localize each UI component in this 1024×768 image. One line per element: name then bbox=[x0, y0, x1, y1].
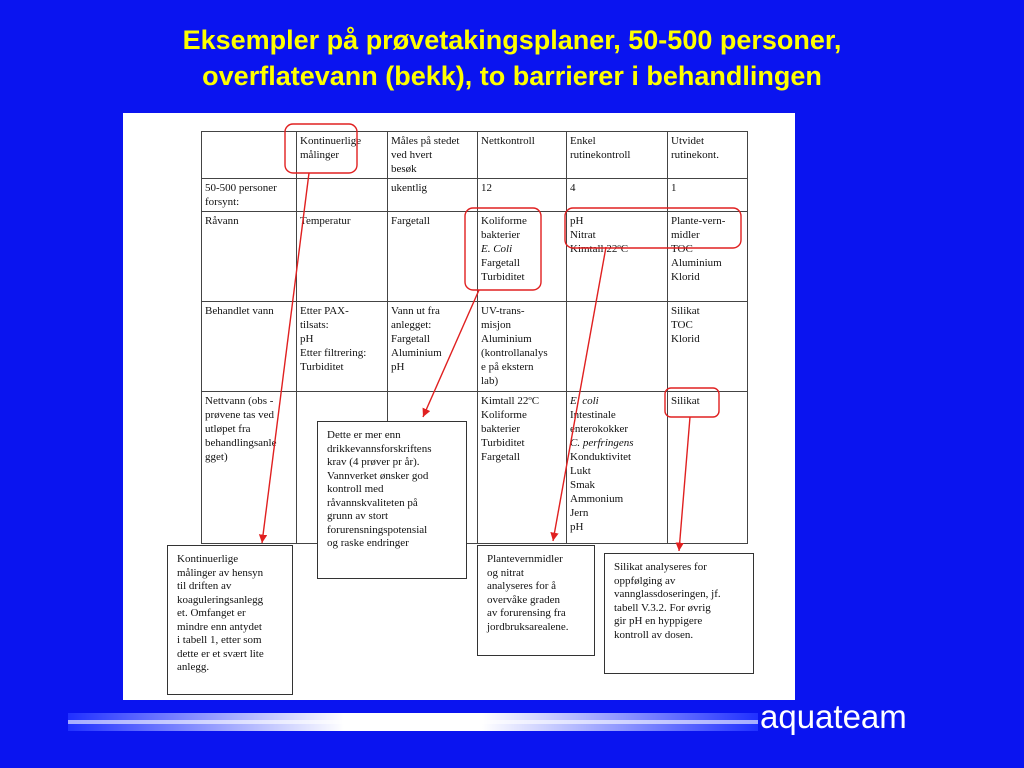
text-line: ved hvert bbox=[391, 149, 433, 161]
table-cell: ukentlig bbox=[388, 179, 478, 212]
text-line: tilsats: bbox=[300, 319, 329, 331]
text-line: og raske endringer bbox=[327, 537, 409, 549]
text-line: e på ekstern bbox=[481, 361, 534, 373]
text-line: Fargetall bbox=[391, 333, 430, 345]
text-line: Koliforme bbox=[481, 409, 527, 421]
arrow-to-note-drikkevann bbox=[423, 290, 479, 417]
text-line: pH bbox=[391, 361, 405, 373]
text-line: Nettvann (obs - bbox=[205, 395, 274, 407]
text-line: Lukt bbox=[570, 465, 591, 477]
text-line: kontroll med bbox=[327, 483, 384, 495]
table-cell: 12 bbox=[478, 179, 567, 212]
text-line: forurensningspotensial bbox=[327, 523, 428, 536]
text-line: Dette er mer enn bbox=[327, 429, 401, 441]
text-line: gget) bbox=[205, 451, 228, 463]
scanned-document-page bbox=[123, 113, 795, 700]
text-line: utløpet fra bbox=[205, 423, 251, 435]
text-line: C. perfringens bbox=[570, 437, 634, 449]
text-line: Etter PAX- bbox=[300, 305, 349, 317]
text-line: enterokokker bbox=[570, 423, 629, 435]
text-line: oppfølging av bbox=[614, 574, 676, 587]
arrow-to-note-kontinuerlige bbox=[262, 173, 309, 543]
text-line: Koliforme bbox=[481, 215, 527, 227]
annotation-overlay bbox=[123, 113, 795, 700]
text-line: E. Coli bbox=[481, 243, 513, 255]
text-line: Turbiditet bbox=[481, 271, 525, 283]
text-line: av forurensing fra bbox=[487, 607, 566, 619]
text-line: Kontinuerlige bbox=[177, 553, 239, 565]
text-line: pH bbox=[570, 521, 584, 533]
text-line: Konduktivitet bbox=[570, 451, 632, 463]
text-line: jordbruksarealene. bbox=[487, 620, 569, 633]
text-line: Aluminium bbox=[481, 333, 532, 345]
slide-title-line-2: overflatevann (bekk), to barrierer i behandlingen bbox=[202, 61, 822, 91]
text-line: Temperatur bbox=[300, 215, 351, 227]
text-line: Vann ut fra bbox=[391, 305, 440, 317]
text-line: Jern bbox=[570, 507, 589, 519]
row-label-raavann: Råvann bbox=[202, 212, 297, 302]
text-line: Klorid bbox=[671, 333, 700, 345]
text-line: Fargetall bbox=[481, 257, 520, 269]
text-line: Måles på stedet bbox=[391, 135, 460, 147]
text-line: koaguleringsanlegg bbox=[177, 593, 264, 606]
text-line: til driften av bbox=[177, 580, 232, 592]
text-line: dette er et svært lite bbox=[177, 647, 264, 660]
text-line: Fargetall bbox=[391, 215, 430, 227]
text-line: og nitrat bbox=[487, 566, 524, 579]
text-line: drikkevannsforskriftens bbox=[327, 442, 432, 455]
text-line: forsynt: bbox=[205, 196, 240, 208]
text-line: Plantevernmidler bbox=[487, 553, 563, 565]
text-line: prøvene tas ved bbox=[205, 409, 275, 421]
text-line: overvåke graden bbox=[487, 593, 560, 606]
text-line: Plante-vern- bbox=[671, 215, 726, 227]
text-line: misjon bbox=[481, 319, 511, 331]
text-line: tabell V.3.2. For øvrig bbox=[614, 601, 711, 614]
text-line: Etter filtrering: bbox=[300, 347, 367, 359]
text-line: TOC bbox=[671, 319, 693, 331]
text-line: Kontinuerlige bbox=[300, 135, 362, 147]
highlight-kontinuerlige bbox=[285, 124, 357, 173]
text-line: bakterier bbox=[481, 229, 521, 241]
text-line: gir pH en hyppigere bbox=[614, 615, 703, 627]
text-line: vannglassdoseringen, jf. bbox=[614, 588, 721, 600]
text-line: et. Omfanget er bbox=[177, 607, 246, 619]
text-line: midler bbox=[671, 229, 700, 241]
text-line: Silikat bbox=[671, 395, 700, 407]
text-line: Silikat analyseres for bbox=[614, 561, 707, 573]
text-line: bakterier bbox=[481, 423, 521, 435]
text-line: rutinekontroll bbox=[570, 149, 631, 161]
text-line: Aluminium bbox=[671, 257, 722, 269]
text-line: kontroll av dosen. bbox=[614, 628, 694, 641]
text-line: krav (4 prøver pr år). bbox=[327, 456, 420, 468]
text-line: Fargetall bbox=[481, 451, 520, 463]
text-line: UV-trans- bbox=[481, 305, 525, 317]
text-line: lab) bbox=[481, 375, 499, 387]
text-line: Aluminium bbox=[391, 347, 442, 359]
text-line: TOC bbox=[671, 243, 693, 255]
table-cell: 1 bbox=[668, 179, 748, 212]
row-label-behandlet-vann: Behandlet vann bbox=[202, 302, 297, 392]
text-line: Klorid bbox=[671, 271, 700, 283]
text-line: Intestinale bbox=[570, 409, 616, 421]
text-line: Enkel bbox=[570, 135, 596, 147]
slide-title bbox=[0, 22, 1024, 94]
text-line: i tabell 1, etter som bbox=[177, 634, 262, 646]
text-line: anlegg. bbox=[177, 661, 210, 673]
text-line: Utvidet bbox=[671, 135, 704, 147]
text-line: E. coli bbox=[570, 395, 599, 407]
text-line: Nitrat bbox=[570, 229, 596, 241]
text-line: Vannverket ønsker god bbox=[327, 469, 429, 482]
text-line: råvannskvaliteten på bbox=[327, 496, 418, 509]
text-line: anlegget: bbox=[391, 319, 432, 331]
highlight-silikat bbox=[665, 388, 719, 417]
brand-logo-text: aquateam bbox=[760, 698, 907, 735]
text-line: grunn av stort bbox=[327, 510, 389, 522]
text-line: (kontrollanalys bbox=[481, 347, 548, 359]
text-line: rutinekont. bbox=[671, 149, 719, 161]
slide-title-line-1: Eksempler på prøvetakingsplaner, 50-500 personer, bbox=[182, 25, 842, 55]
arrow-to-note-plantevern bbox=[553, 247, 606, 541]
text-line: behandlingsanle bbox=[205, 437, 277, 449]
text-line: Kimtall 22ºC bbox=[481, 395, 540, 407]
text-line: Nettkontroll bbox=[481, 135, 535, 147]
text-line: besøk bbox=[391, 163, 417, 175]
text-line: Ammonium bbox=[570, 493, 624, 505]
text-line: mindre enn antydet bbox=[177, 620, 262, 633]
text-line: målinger av hensyn bbox=[177, 566, 264, 579]
text-line: Kimtall 22ºC bbox=[570, 243, 629, 255]
text-line: Silikat bbox=[671, 305, 700, 317]
text-line: pH bbox=[300, 333, 314, 345]
table-cell: 4 bbox=[567, 179, 668, 212]
highlight-nettkontroll-parametre bbox=[465, 208, 541, 290]
text-line: Smak bbox=[570, 479, 596, 491]
text-line: 50-500 personer bbox=[205, 182, 277, 194]
text-line: pH bbox=[570, 215, 584, 227]
text-line: Turbiditet bbox=[300, 361, 344, 373]
text-line: analyseres for å bbox=[487, 580, 557, 592]
text-line: målinger bbox=[300, 149, 340, 161]
arrow-to-note-silikat bbox=[679, 417, 690, 551]
highlight-ph-nitrat bbox=[565, 208, 741, 248]
footer-gradient-bar bbox=[68, 713, 758, 731]
text-line: Turbiditet bbox=[481, 437, 525, 449]
